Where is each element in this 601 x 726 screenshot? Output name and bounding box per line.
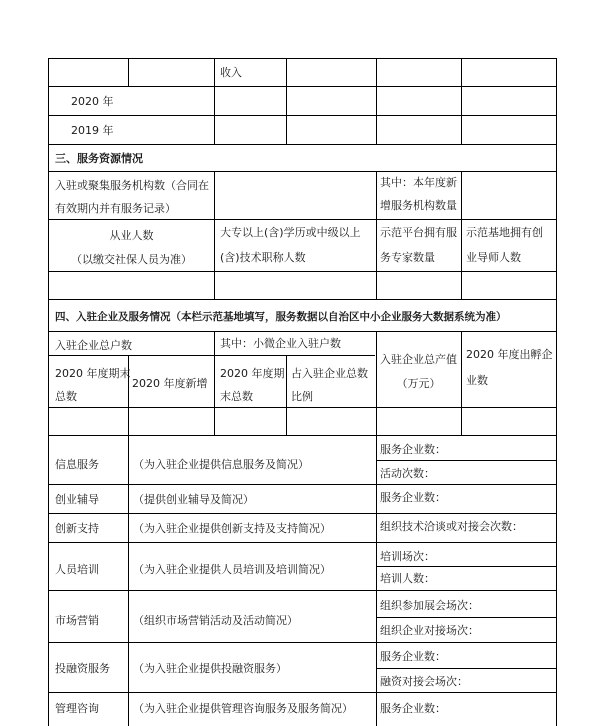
service-name: 人员培训 xyxy=(55,563,99,576)
small-end-total-label-line2: 末总数 xyxy=(220,390,253,403)
total-output-label-line1: 入驻企业总产值 xyxy=(380,353,457,366)
service-name: 信息服务 xyxy=(55,458,99,471)
service-metric: 服务企业数： xyxy=(380,650,446,663)
mentors-label-line2: 业导师人数 xyxy=(466,251,521,264)
orgs-count-label-line2: 有效期内并有服务记录） xyxy=(55,202,176,215)
row-2019-label: 2019 年 xyxy=(71,124,114,137)
service-desc: （提供创业辅导及简况） xyxy=(133,493,254,506)
total-output-label-line2: （万元） xyxy=(396,377,441,390)
section3-title: 三、服务资源情况 xyxy=(55,152,143,165)
ratio-label-line2: 比例 xyxy=(291,390,313,403)
service-name: 投融资服务 xyxy=(55,662,110,675)
orgs-count-label-line1: 入驻或聚集服务机构数（合同在 xyxy=(55,179,209,192)
incubated-label-line2: 业数 xyxy=(466,374,488,387)
service-metric: 融资对接会场次： xyxy=(380,675,468,688)
service-desc: （为入驻企业提供管理咨询服务及服务简况） xyxy=(133,702,353,715)
new-orgs-label-line1: 其中：本年度新 xyxy=(380,176,457,189)
service-name: 管理咨询 xyxy=(55,702,99,715)
mentors-label-line1: 示范基地拥有创 xyxy=(466,226,543,239)
new-orgs-label-line2: 增服务机构数量 xyxy=(380,199,457,212)
service-desc: （组织市场营销活动及活动简况） xyxy=(133,614,298,627)
service-metric: 活动次数： xyxy=(380,467,435,480)
service-desc: （为入驻企业提供创新支持及支持简况） xyxy=(133,522,331,535)
income-label: 收入 xyxy=(220,66,242,79)
degree-label-line2: (含)技术职称人数 xyxy=(220,251,306,264)
service-name: 市场营销 xyxy=(55,614,99,627)
service-metric: 服务企业数： xyxy=(380,443,446,456)
section4-title: 四、入驻企业及服务情况（本栏示范基地填写，服务数据以自治区中小企业服务大数据系统为准） xyxy=(55,311,507,323)
end-total-label-line2: 总数 xyxy=(55,390,77,403)
service-name: 创新支持 xyxy=(55,522,99,535)
service-metric: 组织参加展会场次： xyxy=(380,599,479,612)
service-metric: 组织技术洽谈或对接会次数： xyxy=(380,520,523,533)
staff-label-line2: （以缴交社保人员为准） xyxy=(71,253,192,266)
service-metric: 组织企业对接场次： xyxy=(380,624,479,637)
service-desc: （为入驻企业提供人员培训及培训简况） xyxy=(133,563,331,576)
experts-label-line2: 务专家数量 xyxy=(380,251,435,264)
incubated-label-line1: 2020 年度出孵企 xyxy=(466,348,553,361)
end-total-label-line1: 2020 年度期末 xyxy=(55,367,131,380)
service-desc: （为入驻企业提供信息服务及简况） xyxy=(133,458,309,471)
experts-label-line1: 示范平台拥有服 xyxy=(380,226,457,239)
staff-label-line1: 从业人数 xyxy=(109,229,154,242)
row-2020-label: 2020 年 xyxy=(71,95,114,108)
ratio-label-line1: 占入驻企业总数 xyxy=(291,367,368,380)
small-companies-label: 其中：小微企业入驻户数 xyxy=(220,337,341,350)
service-metric: 服务企业数： xyxy=(380,491,446,504)
service-metric: 服务企业数： xyxy=(380,702,446,715)
service-name: 创业辅导 xyxy=(55,493,99,506)
service-desc: （为入驻企业提供投融资服务） xyxy=(133,662,287,675)
service-metric: 培训人数： xyxy=(380,572,435,585)
new-2020-label: 2020 年度新增 xyxy=(132,377,208,390)
degree-label-line1: 大专以上(含)学历或中级以上 xyxy=(220,226,361,239)
service-metric: 培训场次： xyxy=(380,550,435,563)
total-companies-label: 入驻企业总户数 xyxy=(55,339,132,352)
small-end-total-label-line1: 2020 年度期 xyxy=(220,367,285,380)
